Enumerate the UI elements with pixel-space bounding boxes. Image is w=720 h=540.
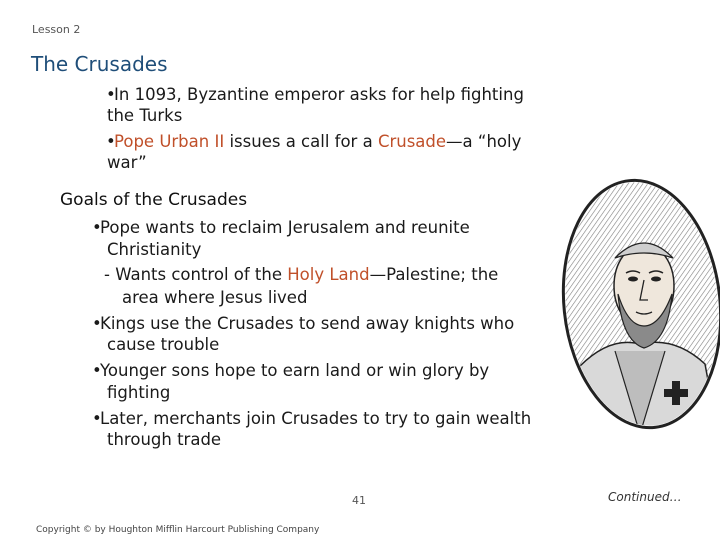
- goal-2-line-2: cause trouble: [107, 335, 220, 354]
- slide-title: The Crusades: [31, 52, 168, 76]
- subgoal-1-line-1: - Wants control of the Holy Land—Palestine; the: [104, 265, 499, 284]
- goal-1-line-1: • Pope wants to reclaim Jerusalem and reunite: [92, 218, 470, 237]
- bullet-2-line-2: war”: [107, 153, 147, 172]
- bullet-1-line-2: the Turks: [107, 106, 183, 125]
- lesson-label: Lesson 2: [32, 23, 81, 36]
- bullet-1-line-1: • In 1093, Byzantine emperor asks for help fighting: [106, 85, 524, 104]
- goal-3-line-2: fighting: [107, 383, 171, 402]
- goal-1-line-2: Christianity: [107, 240, 202, 259]
- goals-heading: Goals of the Crusades: [60, 190, 248, 210]
- bullet-2-line-1: • Pope Urban II issues a call for a Crusade—a “holy: [106, 132, 522, 151]
- copyright-text: Copyright © by Houghton Mifflin Harcourt Publishing Company: [36, 525, 320, 535]
- continued-label: Continued…: [608, 490, 682, 504]
- bullet-dot: •: [106, 85, 116, 104]
- bullet-dot: •: [92, 314, 102, 333]
- bullet-dot: •: [92, 218, 102, 237]
- sub-dash: -: [104, 265, 116, 284]
- bullet-dot: •: [92, 361, 102, 380]
- goal-2-line-1: • Kings use the Crusades to send away knights who: [92, 314, 515, 333]
- term-holy-land: Holy Land: [287, 265, 370, 284]
- goal-4-line-2: through trade: [107, 430, 222, 449]
- goal-3-line-1: • Younger sons hope to earn land or win glory by: [92, 361, 490, 380]
- term-pope-urban: Pope Urban II: [114, 132, 225, 151]
- page-number: 41: [352, 494, 366, 507]
- bullet-dot: •: [92, 409, 102, 428]
- pope-portrait-image: [560, 176, 720, 434]
- subgoal-1-line-2: area where Jesus lived: [122, 288, 308, 307]
- term-crusade: Crusade: [377, 132, 447, 151]
- bullet-dot: •: [106, 132, 116, 151]
- goal-4-line-1: • Later, merchants join Crusades to try to gain wealth: [92, 409, 532, 428]
